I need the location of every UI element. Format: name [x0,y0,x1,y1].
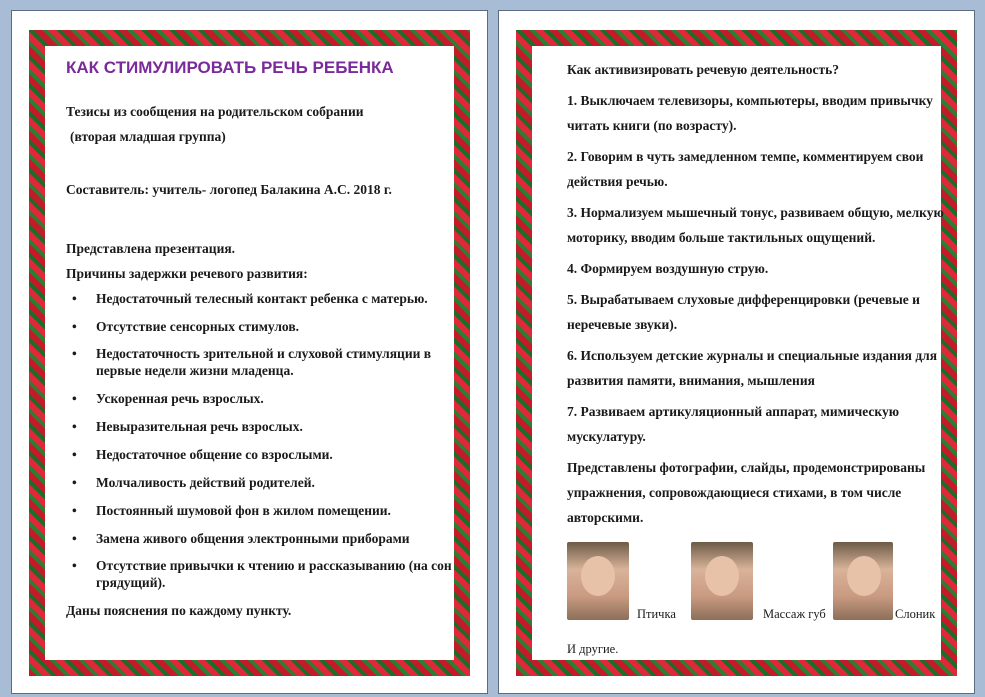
list-item: • Отсутствие сенсорных стимулов. [72,318,300,334]
step-item: 5. Вырабатываем слуховые дифференцировки (речевые и неречевые звуки). [567,292,920,332]
document-page-right [498,10,975,694]
page-content [66,49,471,673]
list-item: • Постоянный шумовой фон в жилом помещении. [72,502,391,518]
list-item: • Отсутствие привычки к чтению и рассказыванию (на сон грядущий). [72,558,452,591]
intro-line: Тезисы из сообщения на родительском собрании [66,104,364,120]
child-photo [691,542,753,620]
step-item: 6. Используем детские журналы и специальные издания для развития памяти, внимания, мышления [567,348,938,388]
page-content [567,57,960,673]
step-item: 2. Говорим в чуть замедленном темпе, комментируем свои действия речью. [567,149,924,189]
step-item: 3. Нормализуем мышечный тонус, развиваем общую, мелкую моторику, вводим больше тактильных ощущений. [567,205,944,245]
causes-heading: Причины задержки речевого развития: [66,265,308,281]
photo-caption: Слоник [895,607,936,621]
list-item: • Молчаливость действий родителей. [72,474,315,490]
step-item: 1. Выключаем телевизоры, компьютеры, вводим привычку читать книги (по возрасту). [567,93,933,133]
list-item: • Недостаточность зрительной и слуховой стимуляции в первые недели жизни младенца. [72,346,432,379]
question-heading: Как активизировать речевую деятельность? [567,62,840,77]
list-item: • Невыразительная речь взрослых. [72,419,303,434]
photo-caption: Птичка [637,607,676,621]
footer-note: Даны пояснения по каждому пункту. [66,603,292,619]
causes-list [66,291,471,593]
photo-caption: Массаж губ [763,607,826,621]
document-page-left [11,10,488,694]
author-line: Составитель: учитель- логопед Балакина А.С. 2018 г. [66,182,392,197]
presentation-note: Представлена презентация. [66,240,236,256]
intro-group: (вторая младшая группа) [70,129,226,145]
step-item: 4. Формируем воздушную струю. [567,261,769,276]
list-item: • Замена живого общения электронными приборами [72,530,410,546]
list-item: • Недостаточное общение со взрослыми. [72,446,333,462]
step-item: 7. Развиваем артикуляционный аппарат, мимическую мускулатуру. [567,404,900,444]
list-item: • Недостаточный телесный контакт ребенка с матерью. [72,290,428,306]
document-title: КАК СТИМУЛИРОВАТЬ РЕЧЬ РЕБЕНКА [66,58,394,77]
child-photo [833,542,893,620]
list-item: • Ускоренная речь взрослых. [72,391,264,407]
more-note: И другие. [567,642,619,656]
photo-strip [567,542,960,642]
photos-description: Представлены фотографии, слайды, продемонстрированы упражнения, сопровождающиеся стихами, в том числе авторскими. [567,460,926,525]
child-photo [567,542,629,620]
